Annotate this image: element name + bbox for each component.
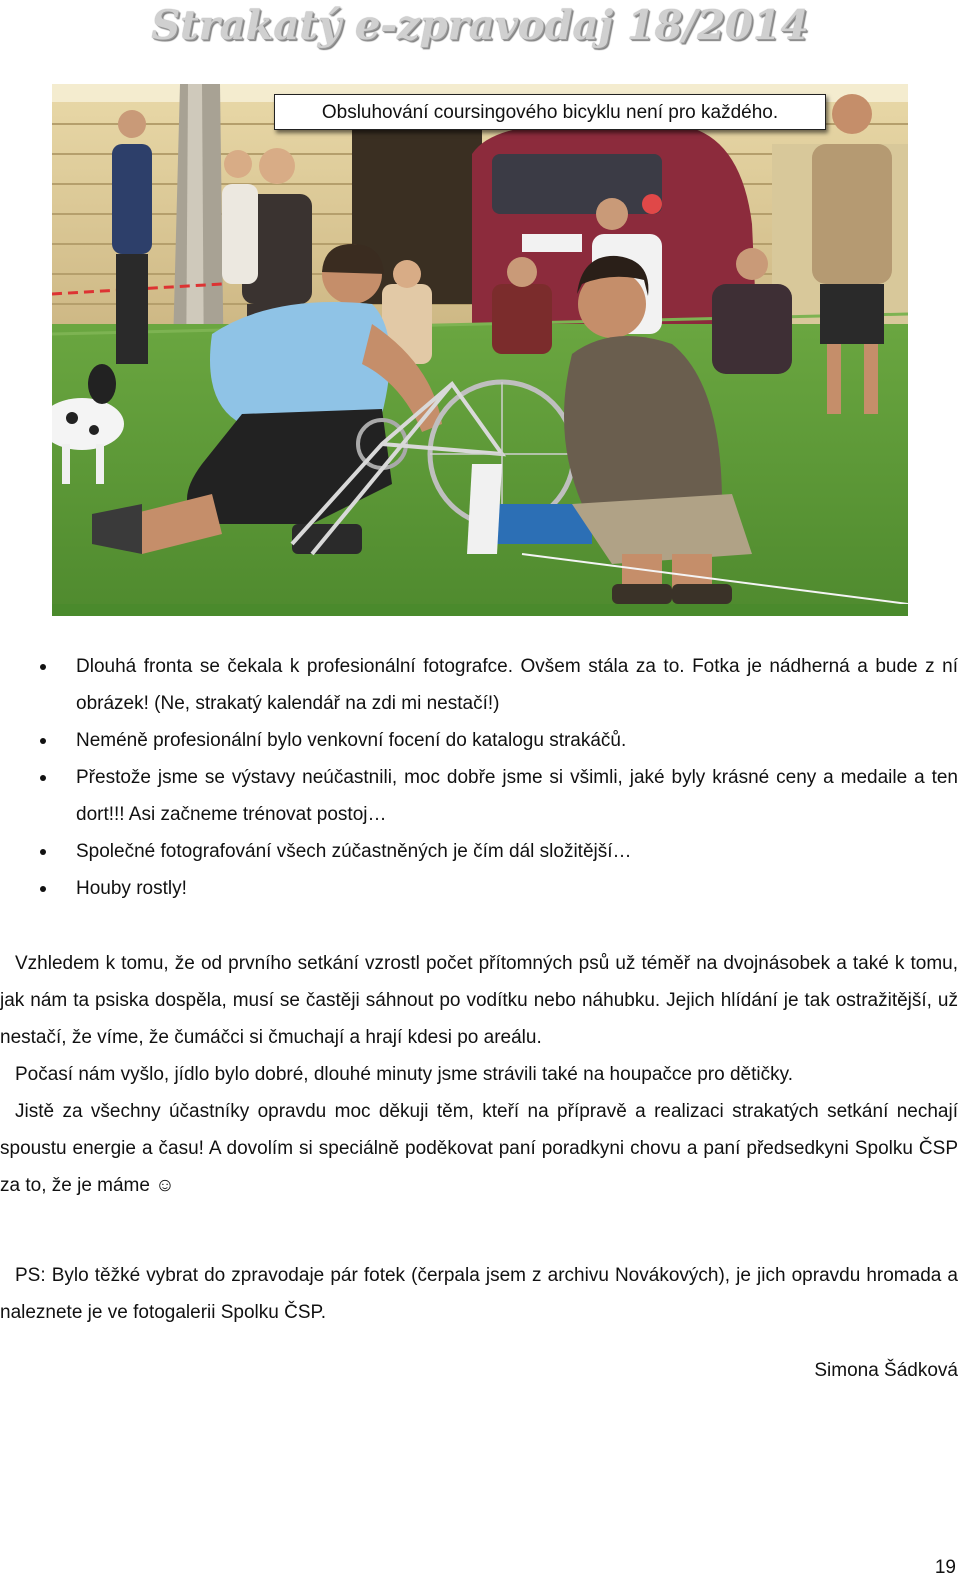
list-item xyxy=(0,833,958,870)
list-item xyxy=(0,722,958,759)
list-item xyxy=(0,870,958,907)
photo-illustration xyxy=(52,84,908,616)
bullet-icon xyxy=(40,849,46,855)
photo-caption: Obsluhování coursingového bicyklu není pro každého. xyxy=(274,94,826,130)
event-photo xyxy=(52,84,908,616)
article-body xyxy=(0,945,958,1204)
list-item xyxy=(0,648,958,722)
bullet-icon xyxy=(40,664,46,670)
list-item-text: Přestože jsme se výstavy neúčastnili, moc dobře jsme si všimli, jaké byly krásné ceny a medaile a ten dort!!! Asi začneme trénovat postoj… xyxy=(76,767,958,825)
list-item-text: Neméně profesionální bylo venkovní focení do katalogu strakáčů. xyxy=(76,730,627,751)
bullet-icon xyxy=(40,886,46,892)
paragraph: Jistě za všechny účastníky opravdu moc děkuji těm, kteří na přípravě a realizaci strakatých setkání nechají spoustu energie a času! A dovolím si speciálně poděkovat paní poradkyni chovu a paní předsedkyni Spolku ČSP za to, že je máme ☺ xyxy=(0,1101,958,1196)
paragraph: Počasí nám vyšlo, jídlo bylo dobré, dlouhé minuty jsme strávili také na houpačce pro dětičky. xyxy=(15,1064,793,1085)
paragraph: Vzhledem k tomu, že od prvního setkání vzrostl počet přítomných psů už téměř na dvojnásobek a také k tomu, jak nám ta psiska dospěla, musí se častěji sáhnout po vodítku nebo náhubku. Jejich hlídání je tak ostražitější, už nestačí, že víme, že čumáčci si čmuchají a hrají kdesi po areálu. xyxy=(0,953,958,1048)
bullet-icon xyxy=(40,775,46,781)
postscript: PS: Bylo těžké vybrat do zpravodaje pár fotek (čerpala jsem z archivu Novákových), je jich opravdu hromada a naleznete je ve fotogalerii Spolku ČSP. xyxy=(0,1265,958,1323)
list-item xyxy=(0,759,958,833)
bullet-icon xyxy=(40,738,46,744)
bullet-list xyxy=(0,648,958,907)
list-item-text: Dlouhá fronta se čekala k profesionální fotografce. Ovšem stála za to. Fotka je nádherná a bude z ní obrázek! (Ne, strakatý kalendář na zdi mi nestačí!) xyxy=(76,656,958,714)
newsletter-masthead: Strakatý e-zpravodaj 18/2014 xyxy=(151,2,809,49)
page-number: 19 xyxy=(934,1557,956,1578)
author-signature: Simona Šádková xyxy=(814,1360,958,1381)
list-item-text: Houby rostly! xyxy=(76,878,187,899)
list-item-text: Společné fotografování všech zúčastněných je čím dál složitější… xyxy=(76,841,632,862)
